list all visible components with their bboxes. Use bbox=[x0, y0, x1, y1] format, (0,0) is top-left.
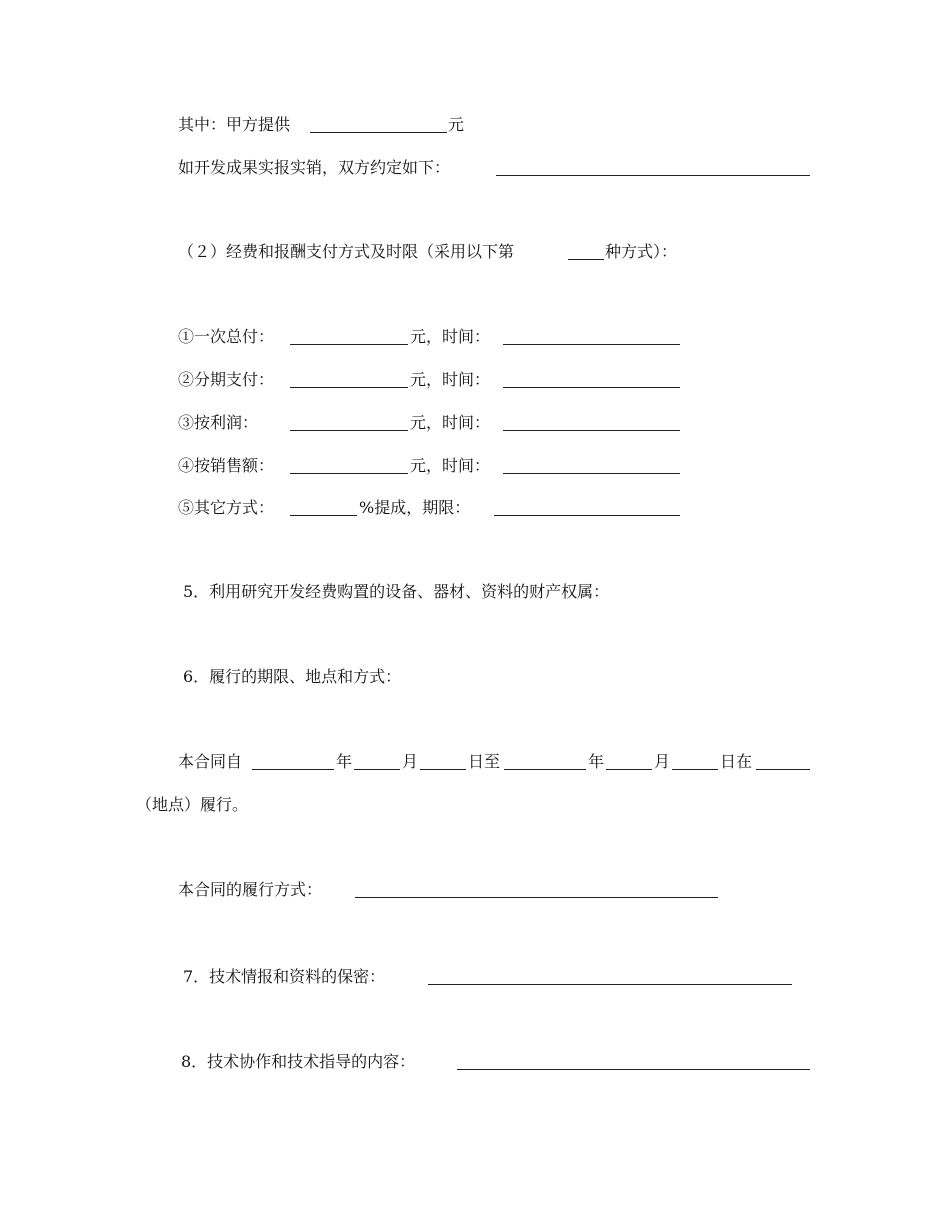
payment-period-field[interactable] bbox=[494, 515, 680, 516]
party-a-amount-field[interactable] bbox=[310, 132, 447, 133]
payment-method-prefix: （２）经费和报酬支付方式及时限（采用以下第 bbox=[178, 242, 515, 261]
payment-method-heading bbox=[178, 242, 718, 262]
payment-amount-field[interactable] bbox=[290, 473, 408, 474]
contract-term-continuation bbox=[136, 795, 336, 815]
yuan-label: 元 bbox=[448, 115, 465, 134]
payment-unit-label: 元，时间： bbox=[410, 327, 491, 346]
technical-guidance-field[interactable] bbox=[457, 1069, 810, 1070]
reimbursement-label: 如开发成果实报实销，双方约定如下： bbox=[178, 158, 451, 177]
performance-method-line bbox=[178, 880, 738, 900]
payment-option-row bbox=[178, 370, 688, 390]
item-7-label: 7．技术情报和资料的保密： bbox=[183, 967, 386, 986]
end-month-field[interactable] bbox=[606, 769, 652, 770]
provided-by-party-a-line bbox=[178, 115, 478, 135]
payment-option-label: ④按销售额： bbox=[178, 456, 275, 475]
confidentiality-field[interactable] bbox=[428, 984, 792, 985]
year-label: 年 bbox=[336, 752, 353, 771]
start-month-field[interactable] bbox=[354, 769, 400, 770]
reimbursement-agreement-field[interactable] bbox=[496, 175, 810, 176]
performance-method-label: 本合同的履行方式： bbox=[178, 880, 323, 899]
payment-amount-field[interactable] bbox=[290, 344, 408, 345]
payment-amount-field[interactable] bbox=[290, 430, 408, 431]
payment-method-choice-field[interactable] bbox=[568, 259, 604, 260]
start-day-field[interactable] bbox=[420, 769, 466, 770]
location-performed-text: （地点）履行。 bbox=[136, 795, 249, 814]
item-8-label: 8．技术协作和技术指导的内容： bbox=[181, 1052, 416, 1071]
payment-time-field[interactable] bbox=[503, 344, 680, 345]
day-at-label: 日在 bbox=[720, 752, 753, 771]
payment-option-row bbox=[178, 413, 688, 433]
party-a-label: 其中：甲方提供 bbox=[178, 115, 291, 134]
item-5-heading bbox=[183, 582, 703, 602]
year-label: 年 bbox=[588, 752, 605, 771]
item-8-line bbox=[181, 1052, 821, 1072]
end-day-field[interactable] bbox=[672, 769, 718, 770]
payment-time-field[interactable] bbox=[503, 430, 680, 431]
payment-unit-label: 元，时间： bbox=[410, 370, 491, 389]
payment-unit-label: %提成，期限： bbox=[359, 498, 471, 517]
payment-option-label: ⑤其它方式： bbox=[178, 498, 275, 517]
item-5-text: 5．利用研究开发经费购置的设备、器材、资料的财产权属： bbox=[183, 582, 610, 601]
day-to-label: 日至 bbox=[468, 752, 501, 771]
payment-time-field[interactable] bbox=[503, 473, 680, 474]
commission-percent-field[interactable] bbox=[290, 515, 357, 516]
payment-amount-field[interactable] bbox=[290, 387, 408, 388]
term-start-label: 本合同自 bbox=[178, 752, 243, 771]
reimbursement-line bbox=[178, 158, 818, 178]
payment-option-label: ①一次总付： bbox=[178, 327, 275, 346]
performance-method-field[interactable] bbox=[355, 897, 718, 898]
payment-time-field[interactable] bbox=[503, 387, 680, 388]
payment-option-row bbox=[178, 456, 688, 476]
month-label: 月 bbox=[654, 752, 671, 771]
payment-unit-label: 元，时间： bbox=[410, 413, 491, 432]
item-6-heading bbox=[183, 667, 483, 687]
payment-option-row bbox=[178, 327, 688, 347]
start-year-field[interactable] bbox=[252, 769, 334, 770]
item-6-text: 6．履行的期限、地点和方式： bbox=[183, 667, 402, 686]
payment-unit-label: 元，时间： bbox=[410, 456, 491, 475]
month-label: 月 bbox=[402, 752, 419, 771]
payment-option-row bbox=[178, 498, 688, 518]
payment-option-label: ③按利润： bbox=[178, 413, 259, 432]
location-field[interactable] bbox=[756, 769, 810, 770]
payment-option-label: ②分期支付： bbox=[178, 370, 275, 389]
end-year-field[interactable] bbox=[504, 769, 586, 770]
contract-term-line bbox=[178, 752, 818, 772]
item-7-line bbox=[183, 967, 803, 987]
payment-method-suffix: 种方式）： bbox=[605, 242, 678, 261]
